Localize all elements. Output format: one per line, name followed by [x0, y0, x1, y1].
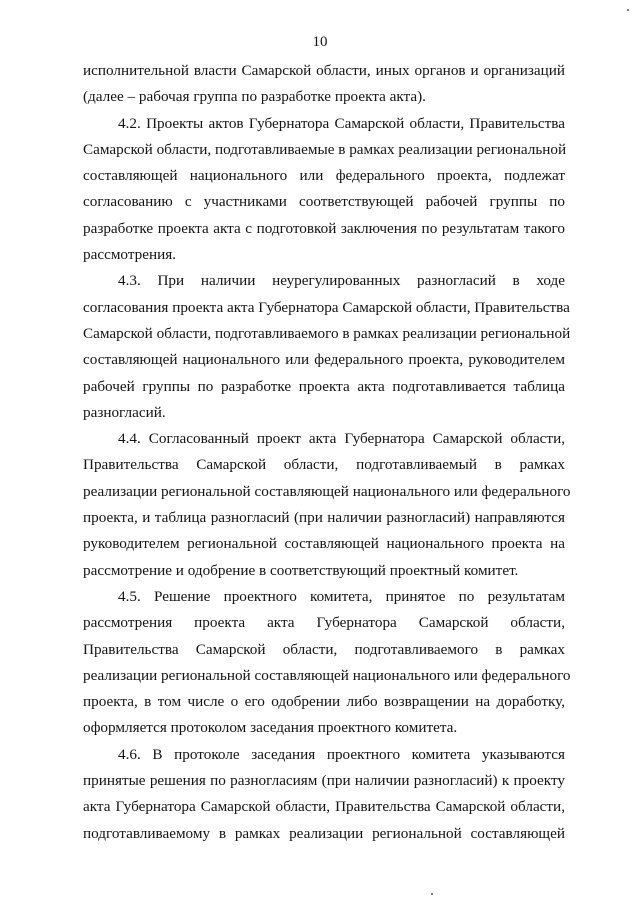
text-line: (далее – рабочая группа по разработке проекта акта). [83, 88, 426, 106]
scan-speck [627, 9, 629, 11]
text-line: реализации региональной составляющей национального или федерального [83, 666, 571, 684]
text-line: 4.6. В протоколе заседания проектного комитета указываются [118, 745, 565, 763]
text-line: исполнительной власти Самарской области, иных органов и организаций [83, 62, 565, 79]
text-line: согласования проекта акта Губернатора Самарской области, Правительства [83, 298, 570, 316]
page-number: 10 [312, 34, 328, 50]
text-line: реализации региональной составляющей национального или федерального [83, 482, 571, 500]
text-line: разногласий. [83, 403, 166, 421]
document-body [83, 58, 571, 847]
text-line: 4.2. Проекты актов Губернатора Самарской области, Правительства [118, 114, 565, 132]
text-line: проекта, и таблица разногласий (при наличии разногласий) направляются [83, 509, 565, 527]
text-line: руководителем региональной составляющей национального проекта на [83, 535, 565, 553]
text-line: подготавливаемому в рамках реализации региональной составляющей [83, 824, 565, 842]
text-line: Самарской области, подготавливаемые в рамках реализации региональной [83, 140, 567, 158]
text-line: составляющей национального или федерального проекта, руководителем [83, 351, 565, 369]
clause-paragraph [83, 584, 571, 742]
text-line: акта Губернатора Самарской области, Правительства Самарской области, [83, 798, 565, 816]
clause-paragraph [83, 111, 565, 269]
text-line: Правительства Самарской области, подготавливаемый в рамках [83, 456, 565, 474]
text-line: рассмотрение и одобрение в соответствующий проектный комитет. [83, 561, 519, 579]
text-line: 4.3. При наличии неурегулированных разногласий в ходе [118, 272, 565, 290]
text-line: рассмотрения проекта акта Губернатора Самарской области, [83, 614, 565, 632]
clause-paragraph [83, 268, 571, 426]
text-line: 4.5. Решение проектного комитета, принятое по результатам [118, 587, 565, 605]
scan-speck [431, 893, 433, 895]
text-line: проекта, в том числе о его одобрении либо возвращении на доработку, [83, 693, 565, 711]
text-line: Самарской области, подготавливаемого в рамках реализации региональной [83, 324, 571, 342]
clause-paragraph [83, 742, 565, 847]
text-line: составляющей национального или федерального проекта, подлежат [83, 167, 565, 185]
text-line: разработке проекта акта с подготовкой заключения по результатам такого [83, 219, 565, 237]
text-line: Правительства Самарской области, подготавливаемого в рамках [83, 640, 565, 658]
text-line: оформляется протоколом заседания проектного комитета. [83, 719, 458, 737]
clause-paragraph [83, 426, 571, 584]
text-line: принятые решения по разногласиям (при наличии разногласий) к проекту [83, 772, 565, 790]
text-line: согласованию с участниками соответствующей рабочей группы по [83, 193, 565, 211]
text-line: 4.4. Согласованный проект акта Губернатора Самарской области, [118, 430, 565, 448]
text-line: рассмотрения. [83, 246, 177, 264]
paragraph-continuation [83, 58, 565, 111]
text-line: рабочей группы по разработке проекта акта подготавливается таблица [83, 377, 565, 395]
